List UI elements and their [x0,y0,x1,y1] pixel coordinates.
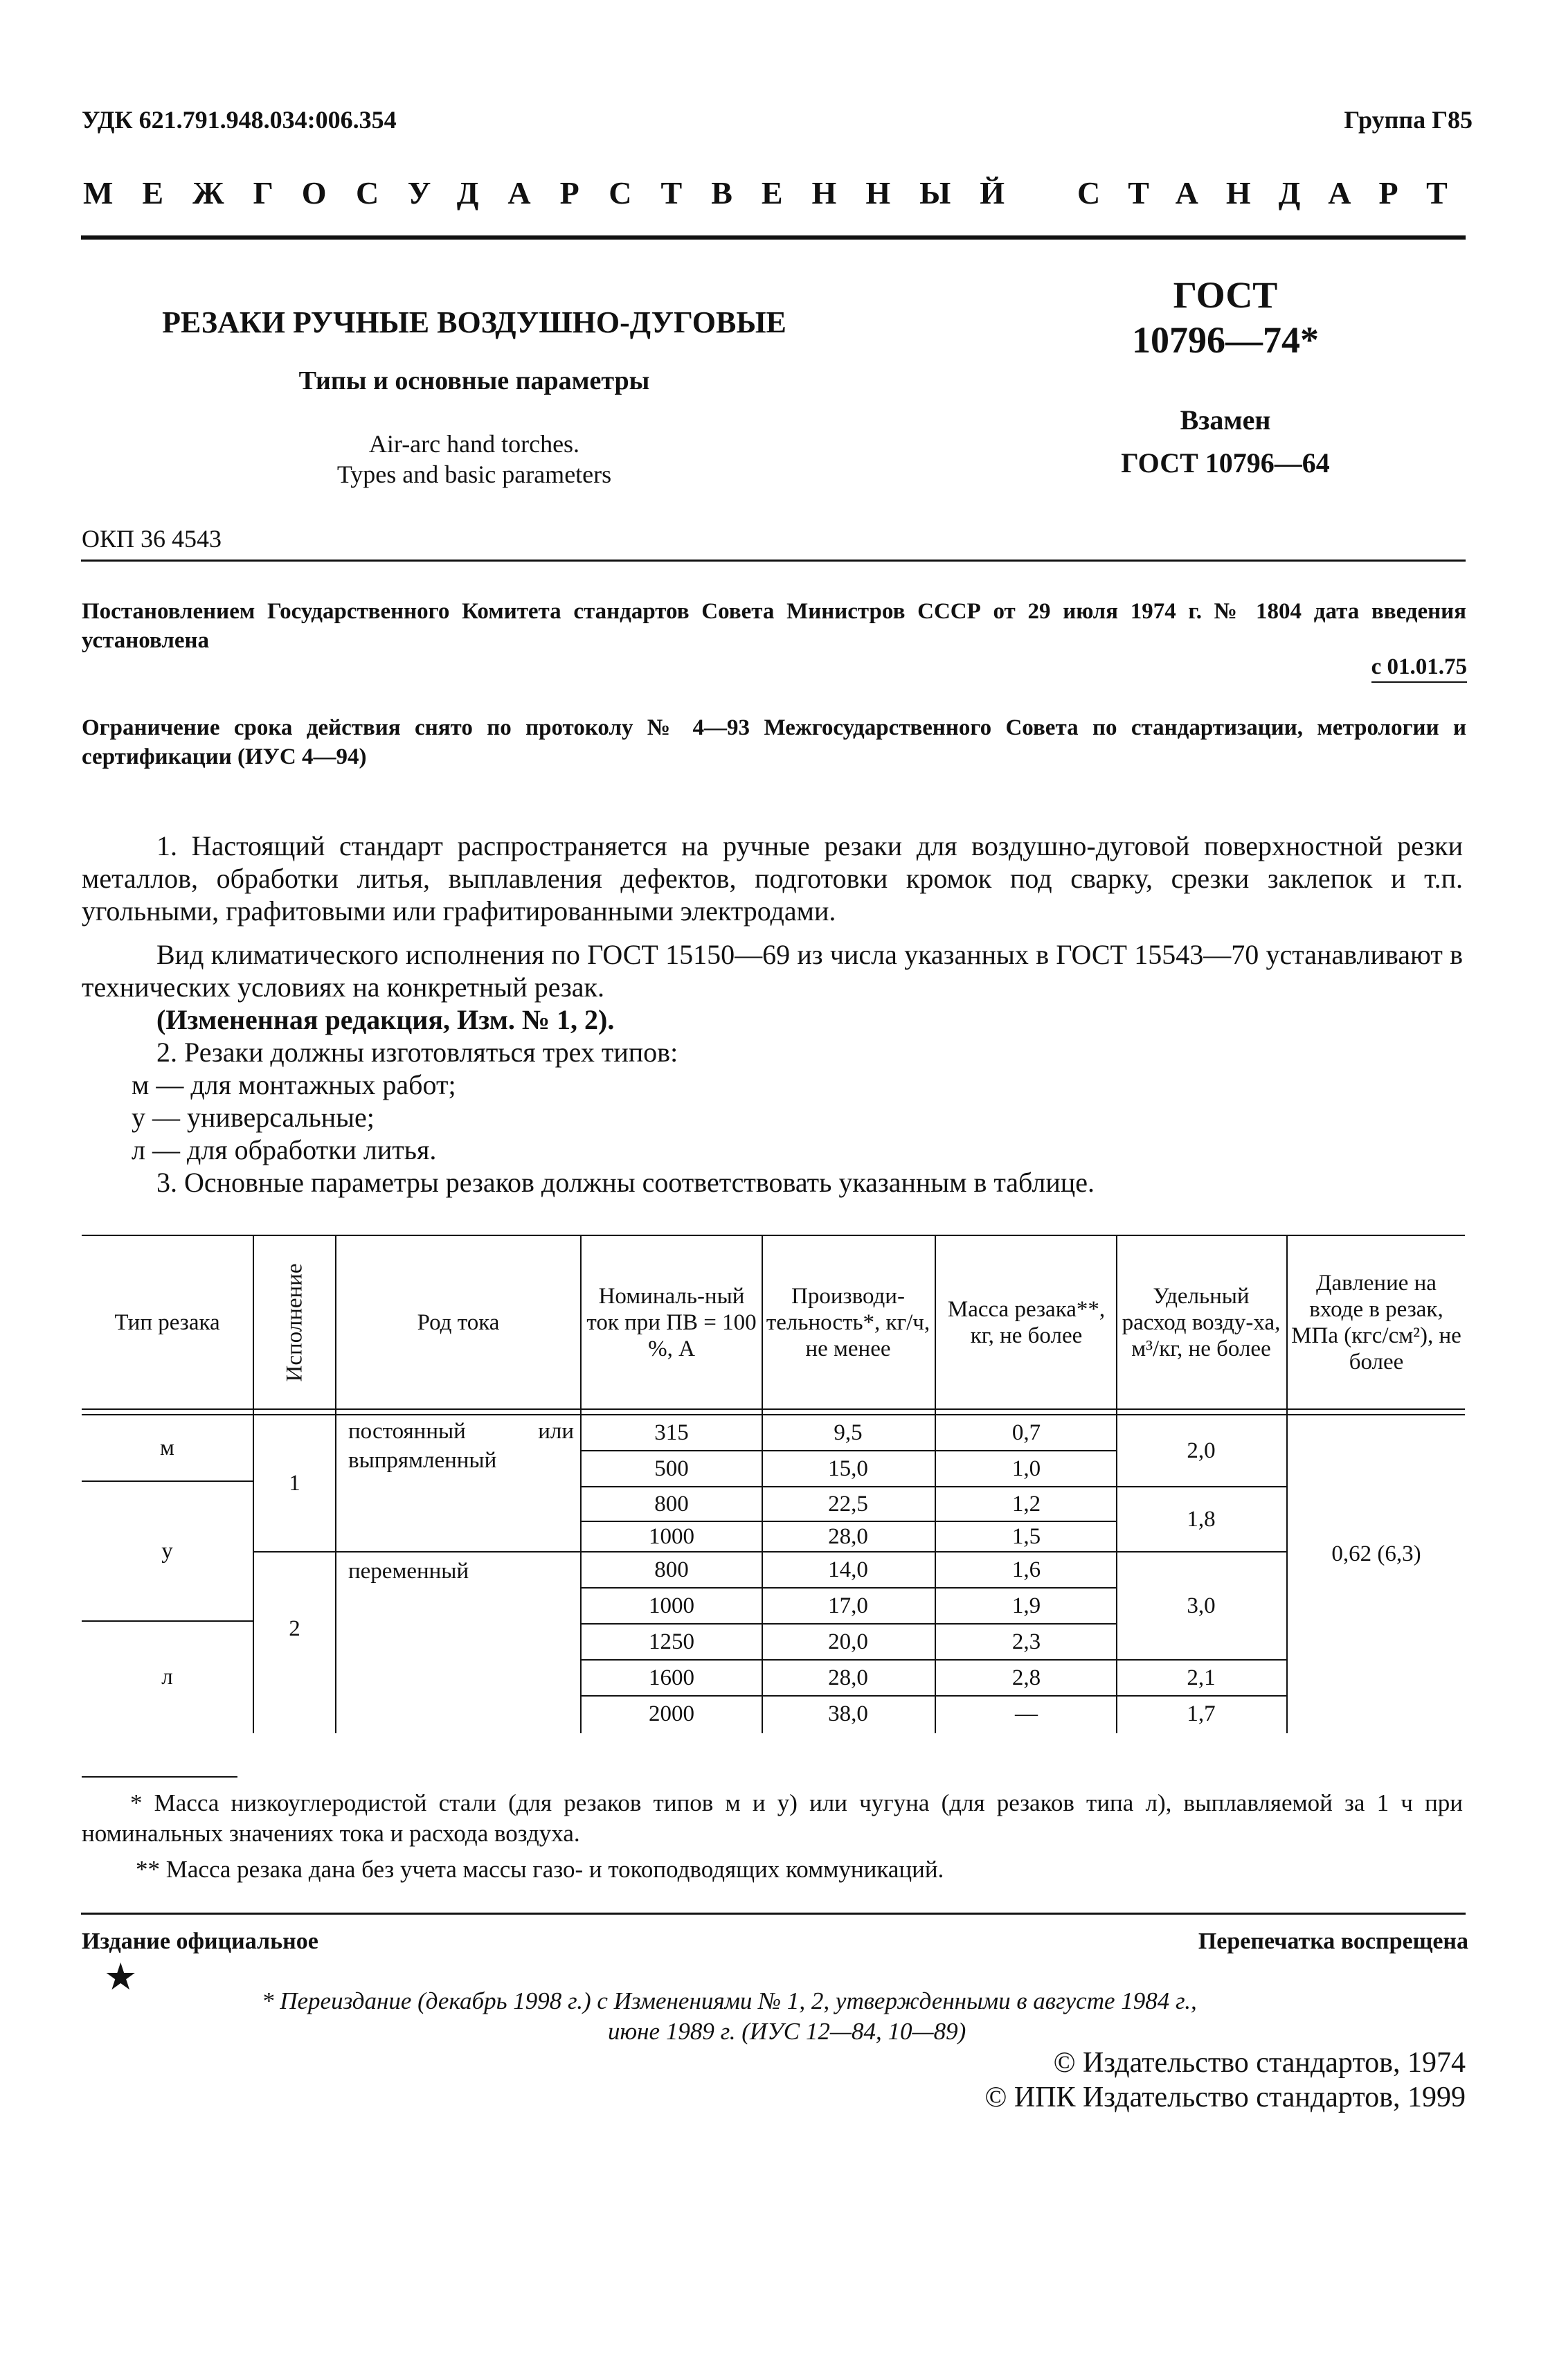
current-cell: 500 [654,1456,689,1481]
current-cell: 1250 [649,1629,694,1654]
replaces-value: ГОСТ 10796—64 [1121,447,1330,478]
title-en-1: Air-arc hand torches. [368,430,580,458]
specific-air-cell: 1,8 [1187,1506,1216,1532]
productivity-cell: 28,0 [828,1523,868,1549]
current-kind-2: переменный [348,1559,469,1584]
type-m: м — для монтажных работ; [132,1069,456,1100]
mass-cell: 2,3 [1011,1629,1041,1654]
current-cell: 1600 [649,1665,694,1690]
reissue-line-1: * Переиздание (декабрь 1998 г.) с Изменениями № 1, 2, утвержденными в августе 1984 г., [262,1987,1197,2014]
type-cell-m: м [160,1435,174,1460]
current-cell: 800 [654,1491,689,1516]
col-rule-4 [762,1235,763,1733]
replaces-label: Взамен [1180,404,1271,436]
col-rule-7 [1286,1235,1288,1733]
productivity-cell: 38,0 [828,1701,868,1726]
col-rule-3 [580,1235,582,1733]
paragraph-1: 1. Настоящий стандарт распространяется на ручные резаки для воздушно-дуговой поверхностной резки металлов, обработки литья, выплавления дефектов, подготовки кромок под сварку, срезки заклепок и т.п. угольными, графитовыми или графитированными электродами. [82,830,1463,927]
th-mass: Масса резака**, кг, не более [947,1296,1106,1348]
footnote-mass: ** Масса резака дана без учета массы газо- и токоподводящих коммуникаций. [136,1856,944,1883]
productivity-cell: 20,0 [828,1629,868,1654]
footnote-rule [82,1776,237,1778]
th-nominal-current: Номиналь-ный ток при ПВ = 100 %, А [586,1283,757,1361]
footer-rule [81,1913,1466,1915]
official-edition: Издание официальное [82,1929,318,1954]
productivity-cell: 15,0 [828,1456,868,1481]
group-code: Группа Г85 [1344,106,1473,134]
type-u: у — универсальные; [132,1102,375,1133]
col-rule-6 [1116,1235,1117,1733]
copyright-1999: © ИПК Издательство стандартов, 1999 [984,2082,1466,2113]
footnote-productivity: * Масса низкоуглеродистой стали (для резаков типов м и у) или чугуна (для резаков типа л), выплавляемой за 1 ч при номинальных значениях тока и расхода воздуха. [82,1789,1463,1847]
productivity-cell: 9,5 [834,1420,863,1445]
type-cell-l: л [161,1664,173,1690]
specific-air-cell: 2,1 [1187,1665,1216,1690]
gost-number: 10796—74* [1132,319,1319,361]
specific-air-cell: 2,0 [1187,1438,1216,1463]
execution-cell-2: 2 [289,1616,300,1641]
productivity-cell: 22,5 [828,1491,868,1516]
th-pressure: Давление на входе в резак, МПа (кгс/см²), не более [1291,1270,1461,1375]
productivity-cell: 14,0 [828,1557,868,1582]
decree-text: Постановлением Государственного Комитета стандартов Совета Министров СССР от 29 июля 1974 г. № 1804 дата введения установлена [82,599,1466,653]
table-header-rule-1 [82,1408,1465,1410]
type-l: л — для обработки литья. [132,1134,437,1165]
execution-cell-1: 1 [289,1470,300,1496]
th-type: Тип резака [114,1309,220,1335]
specific-air-cell: 1,7 [1187,1701,1216,1726]
mass-cell: 1,6 [1011,1557,1041,1582]
paragraph-2: Вид климатического исполнения по ГОСТ 15150—69 из числа указанных в ГОСТ 15543—70 устанавливают в технических условиях на конкретный резак. [82,939,1463,1003]
introduction-date: с 01.01.75 [1371,654,1467,683]
limitation-text: Ограничение срока действия снято по протоколу № 4—93 Межгосударственного Совета по стандартизации, метрологии и сертификации (ИУС 4—94) [82,715,1466,769]
th-specific-air: Удельный расход возду-ха, м³/кг, не более [1122,1283,1281,1361]
mass-cell: — [1015,1701,1038,1726]
mass-cell: 1,5 [1011,1523,1041,1549]
productivity-cell: 17,0 [828,1593,868,1618]
current-kind-1: постоянный или выпрямленный [348,1419,574,1473]
mass-cell: 2,8 [1011,1665,1041,1690]
mass-cell: 1,0 [1011,1456,1041,1481]
title-rule [81,560,1466,562]
th-execution [254,1236,335,1408]
paragraph-parameters: 3. Основные параметры резаков должны соответствовать указанным в таблице. [156,1167,1095,1198]
okp-code: ОКП 36 4543 [82,525,222,553]
reissue-line-2: июне 1989 г. (ИУС 12—84, 10—89) [608,2018,966,2045]
th-execution-label: Исполнение [282,1263,307,1381]
type-cell-u: у [161,1538,173,1564]
header-rule [81,235,1466,240]
current-cell: 1000 [649,1593,694,1618]
mass-cell: 1,9 [1011,1593,1041,1618]
current-cell: 1000 [649,1523,694,1549]
title-ru: РЕЗАКИ РУЧНЫЕ ВОЗДУШНО-ДУГОВЫЕ [162,305,786,339]
banner-standard: СТАНДАРТ [1077,175,1475,211]
copyright-1974: © Издательство стандартов, 1974 [1053,2047,1466,2079]
specific-air-cell: 3,0 [1187,1593,1216,1618]
amendment-note: (Измененная редакция, Изм. № 1, 2). [156,1004,615,1035]
title-subtitle: Типы и основные параметры [298,366,650,395]
pressure-cell: 0,62 (6,3) [1331,1541,1421,1566]
th-productivity: Производи-тельность*, кг/ч, не менее [766,1283,930,1361]
current-cell: 2000 [649,1701,694,1726]
mass-cell: 0,7 [1011,1420,1041,1445]
col-rule-5 [935,1235,936,1733]
productivity-cell: 28,0 [828,1665,868,1690]
title-en-2: Types and basic parameters [336,460,612,488]
star-icon: ★ [104,1956,138,1998]
udk-code: УДК 621.791.948.034:006.354 [82,106,397,134]
current-cell: 800 [654,1557,689,1582]
gost-label: ГОСТ [1173,274,1278,316]
banner-interstate: МЕЖГОСУДАРСТВЕННЫЙ [83,175,1034,211]
current-cell: 315 [654,1420,689,1445]
paragraph-types: 2. Резаки должны изготовляться трех типов: [156,1037,678,1068]
mass-cell: 1,2 [1011,1491,1041,1516]
th-current-kind: Род тока [417,1309,500,1335]
reprint-prohibited: Перепечатка воспрещена [1198,1929,1468,1954]
